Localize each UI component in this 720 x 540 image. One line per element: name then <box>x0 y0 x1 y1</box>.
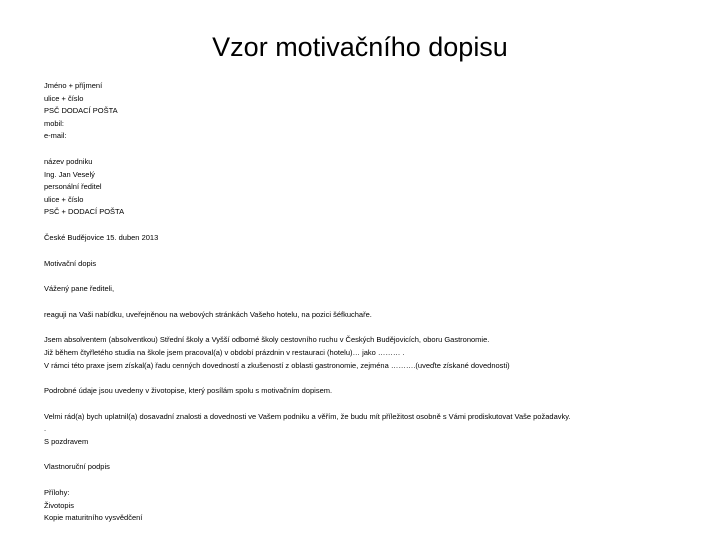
sender-postal: PSČ DODACÍ POŠTA <box>44 106 118 116</box>
signature: Vlastnoruční podpis <box>44 462 110 472</box>
document-title: Vzor motivačního dopisu <box>212 32 508 62</box>
paragraph-2-line-3: V rámci této praxe jsem získal(a) řadu cenných dovedností a zkušeností z oblasti gastronomie, zejména ……….(uveďte získané dovednosti) <box>44 360 510 370</box>
spacer <box>44 296 704 309</box>
spacer <box>44 321 704 334</box>
letter-subject: Motivační dopis <box>44 258 97 268</box>
paragraph-4: Velmi rád(a) bych uplatnil(a) dosavadní znalosti a dovednosti ve Vašem podniku a věřím, že budu mít příležitost osobně s Vámi prodiskutovat Vaše požadavky. <box>44 411 571 421</box>
recipient-person: Ing. Jan Veselý <box>44 169 95 179</box>
sender-street: ulice + číslo <box>44 93 84 103</box>
sender-email: e-mail: <box>44 131 67 141</box>
spacer <box>44 448 704 461</box>
spacer <box>44 143 704 156</box>
paragraph-2-line-1: Jsem absolventem (absolventkou) Střední školy a Vyšší odborné školy cestovního ruchu v Českých Budějovicích, oboru Gastronomie. <box>44 335 490 345</box>
sender-name: Jméno + příjmení <box>44 81 103 90</box>
spacer <box>44 245 704 258</box>
attachment-item: Životopis <box>44 500 75 510</box>
recipient-street: ulice + číslo <box>44 194 84 204</box>
letter-body <box>44 80 704 525</box>
recipient-company: název podniku <box>44 156 93 166</box>
recipient-postal: PSČ + DODACÍ POŠTA <box>44 207 125 217</box>
place-date: České Budějovice 15. duben 2013 <box>44 232 159 242</box>
spacer <box>44 474 704 487</box>
spacer <box>44 270 704 283</box>
spacer <box>44 372 704 385</box>
spacer <box>44 219 704 232</box>
attachments-label: Přílohy: <box>44 488 70 498</box>
spacer <box>44 398 704 411</box>
paragraph-3: Podrobné údaje jsou uvedeny v životopise, který posílám spolu s motivačním dopisem. <box>44 386 333 396</box>
recipient-role: personální ředitel <box>44 182 102 192</box>
paragraph-1: reaguji na Vaši nabídku, uveřejněnou na webových stránkách Vašeho hotelu, na pozici šéfkuchaře. <box>44 309 372 319</box>
closing: S pozdravem <box>44 436 89 446</box>
paragraph-4-dot: . <box>44 424 47 434</box>
attachment-item: Kopie maturitního vysvědčení <box>44 513 143 523</box>
salutation: Vážený pane řediteli, <box>44 284 115 294</box>
sender-phone: mobil: <box>44 118 65 128</box>
paragraph-2-line-2: Již během čtyřletého studia na škole jsem pracoval(a) v období prázdnin v restauraci (hotelu)… jako ……… . <box>44 347 405 357</box>
